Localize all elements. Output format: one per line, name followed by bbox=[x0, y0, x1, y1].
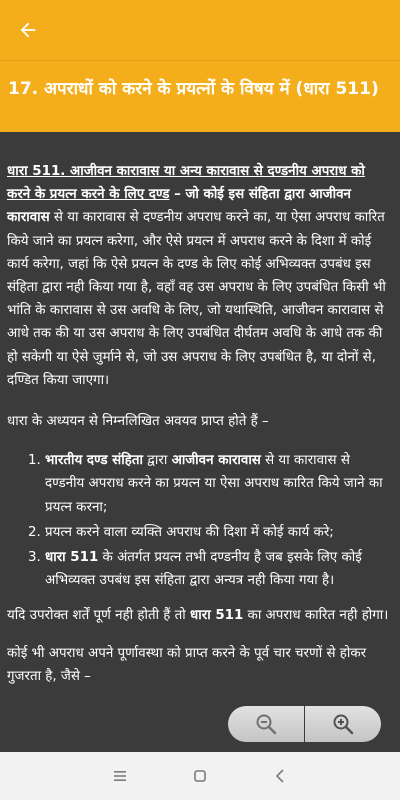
elements-intro: धारा के अध्ययन से निम्नलिखित अवयव प्राप्त होते हैं – bbox=[7, 414, 269, 430]
menu-icon bbox=[112, 769, 128, 783]
section-intro bbox=[7, 160, 391, 392]
item-bold-term: भारतीय दण्ड संहिता bbox=[45, 453, 143, 469]
condition-text: का अपराध कारित नही होगा। bbox=[243, 608, 389, 624]
list-item bbox=[45, 521, 391, 544]
system-back-button[interactable] bbox=[260, 756, 300, 796]
section-heading: धारा 511. आजीवन कारावास या अन्य कारावास से दण्डनीय अपराध को करने के प्रयत्न करने के लिए दण्ड bbox=[7, 164, 365, 203]
item-text: द्वारा bbox=[142, 453, 172, 469]
system-nav-bar bbox=[0, 752, 400, 800]
condition-bold-term: धारा 511 bbox=[190, 608, 244, 624]
condition-text: यदि उपरोक्त शर्तें पूर्ण नही होती हैं तो bbox=[7, 608, 191, 624]
zoom-out-icon bbox=[254, 712, 278, 736]
intro-dash-text: – जो कोई इस संहिता द्वारा bbox=[169, 187, 309, 203]
intro-body-text: से या कारावास से दण्डनीय अपराध करने का, या ऐसा अपराध कारित किये जाने का प्रयत्न करेगा, और ऐसे प्रयत्न में अपराध करने के दिशा में कोई कार्य करेगा, जहां कि ऐसे प्रयत्न के दण्ड के लिए कोई अभिव्यक्त उपबंध इस संहिता द्वारा नही किया गया है, वहाँ वह उस अपराध के लिए उपबंधित किसी भी भांति के कारावास से उस अवधि के लिए, जो यथास्थिति, आजीवन कारावास से आधे तक की या उस अपराध के लिए उपबंधित दीर्घतम अवधि के आधे तक की हो सकेगी या ऐसे जुर्माने से, जो उस अपराध के लिए उपबंधित है, या दोनों से, दण्डित किया जाएगा। bbox=[7, 210, 386, 388]
article-content[interactable] bbox=[0, 132, 400, 752]
item-bold-term: आजीवन कारावास bbox=[171, 453, 261, 469]
zoom-out-button[interactable] bbox=[228, 706, 304, 742]
recent-apps-button[interactable] bbox=[100, 756, 140, 796]
back-triangle-icon bbox=[272, 768, 288, 784]
condition-paragraph bbox=[7, 604, 391, 627]
item-text: प्रयत्न करने वाला व्यक्ति अपराध की दिशा में कोई कार्य करे; bbox=[45, 524, 334, 540]
zoom-in-button[interactable] bbox=[305, 706, 381, 742]
item-text: से या कारावास से दण्डनीय अपराध करने का प्रयत्न या ऐसा अपराध कारित किये जाने का प्रयत्न करना; bbox=[45, 453, 383, 515]
item-bold-term: धारा 511 bbox=[45, 550, 99, 566]
arrow-left-icon bbox=[17, 19, 39, 41]
chapter-title: 17. अपराधों को करने के प्रयत्नों के विषय में (धारा 511) bbox=[8, 79, 379, 99]
elements-list bbox=[7, 449, 391, 592]
list-item bbox=[45, 546, 391, 592]
stages-paragraph: कोई भी अपराध अपने पूर्णावस्था को प्राप्त करने के पूर्व चार चरणों से होकर गुजरता है, जैसे – bbox=[7, 645, 367, 684]
home-button[interactable] bbox=[180, 756, 220, 796]
chapter-title-bar bbox=[0, 60, 400, 132]
back-button[interactable] bbox=[12, 14, 44, 46]
zoom-in-icon bbox=[331, 712, 355, 736]
home-icon bbox=[192, 768, 208, 784]
intro-bold-term: आजीवन कारावास bbox=[7, 187, 351, 226]
item-text: के अंतर्गत प्रयत्न तभी दण्डनीय है जब इसके लिए कोई अभिव्यक्त उपबंध इस संहिता द्वारा अन्यत्र नही किया गया है। bbox=[45, 550, 362, 589]
list-item bbox=[45, 449, 391, 519]
app-bar bbox=[0, 0, 400, 60]
